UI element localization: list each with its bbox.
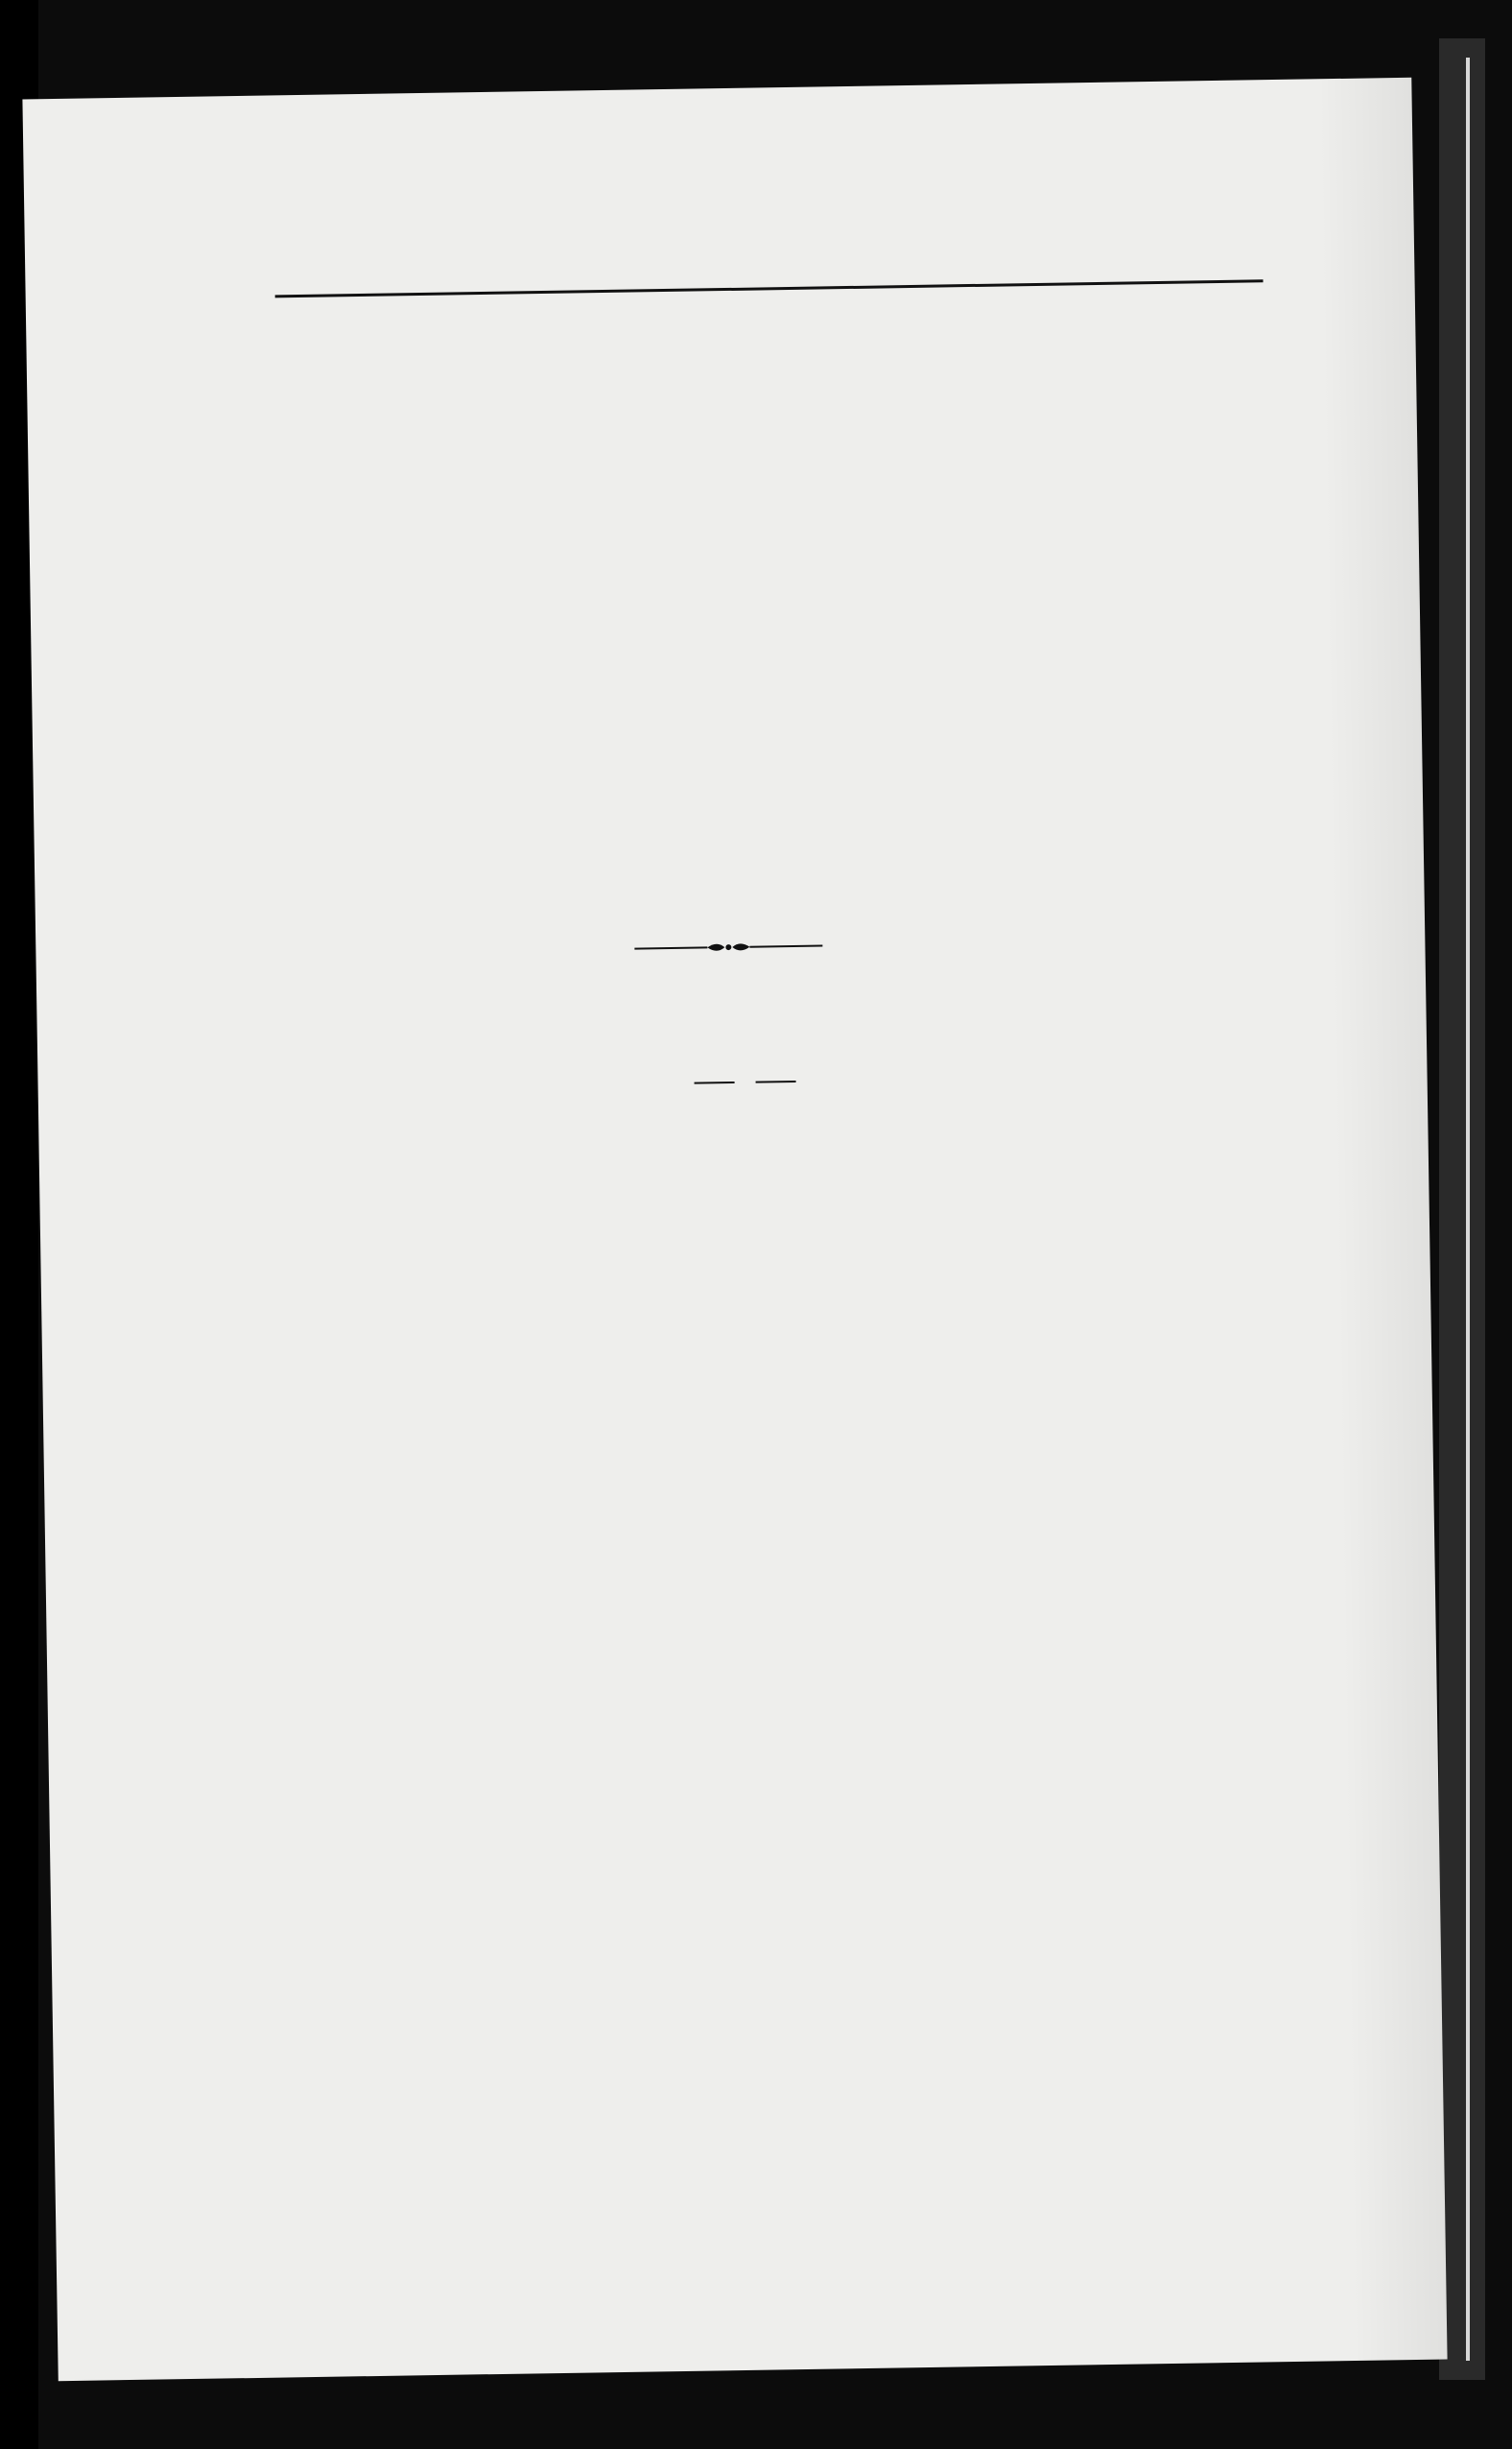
paragraph-2 [303, 1114, 1272, 1129]
fleuron-divider-icon [632, 931, 824, 963]
page-header [274, 222, 1264, 285]
article-body [303, 1114, 1272, 1129]
page-gutter-shadow [1317, 78, 1447, 2361]
section-separator [692, 1066, 797, 1097]
scan-border-right [1439, 38, 1485, 2380]
quote-paragraph [291, 289, 1260, 304]
adjacent-page-edge [1466, 58, 1470, 2361]
paragraph-3 [303, 1114, 1272, 1129]
quote-text [291, 289, 1260, 304]
book-page [22, 78, 1447, 2381]
paragraph-1 [303, 1114, 1272, 1129]
